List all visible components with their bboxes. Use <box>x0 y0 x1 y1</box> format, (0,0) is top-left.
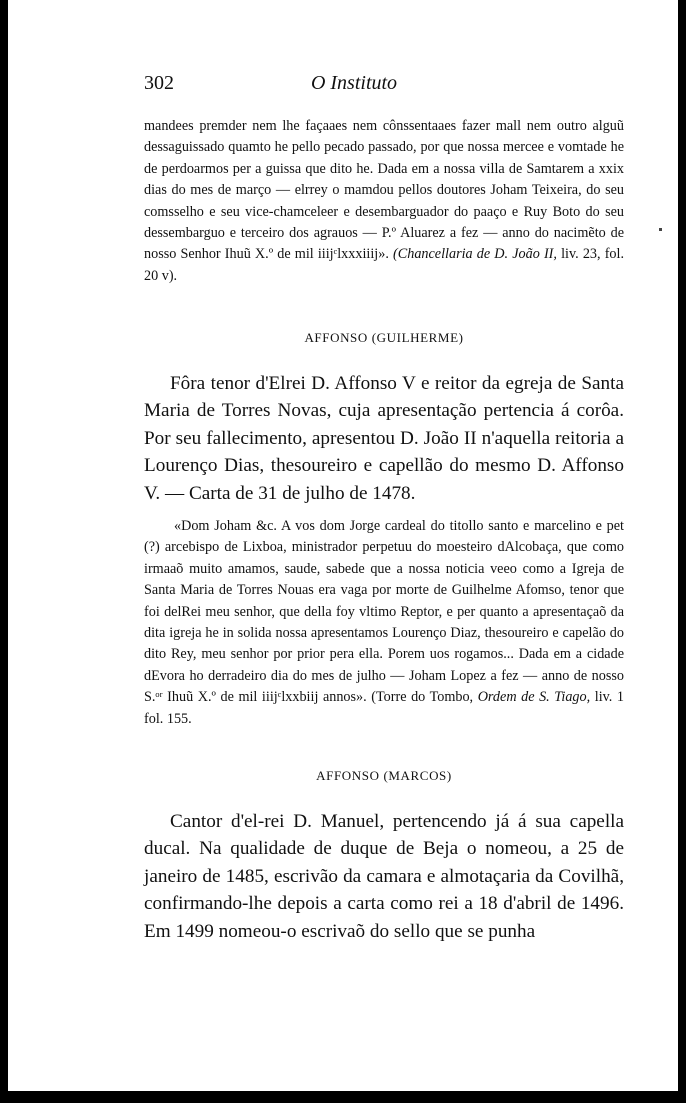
top-fragment-citation: (Chancellaria de D. João II, <box>393 246 557 263</box>
section-heading-affonso-guilherme: AFFONSO (GUILHERME) <box>304 330 464 345</box>
top-fragment-text <box>144 116 624 287</box>
top-fragment-citation-tail: liv. 23, fol. 20 v). <box>144 246 624 284</box>
document-source-title: Ordem de S. Tiago, <box>477 689 591 706</box>
top-fragment-body: mandees premder nem lhe façaaes nem cônssentaaes fazer mall nem outro alguũ dessaguissado quamto he pello pecado passado, por que nossa mercee e vomtade he de perdoarmos per a guissa que dito he. Dada em a nossa villa de Samtarem a xxix dias do mes de março — elrrey o mamdou pellos doutores Joham Teixeira, do seu comsselho e seu vice-chamceleer e desembarguador do paaço e Ruy Boto do seu dessembarguo e terceiro dos agrauos — P.º Aluarez a fez — anno do nacimẽto de nosso Senhor Ihuũ X.º de mil iiijᶜlxxxiiij». <box>144 118 624 263</box>
section-body-affonso-guilherme <box>144 370 624 507</box>
top-fragment <box>144 116 624 287</box>
section-body-text: Fôra tenor d'Elrei D. Affonso V e reitor da egreja de Santa Maria de Torres Novas, cuja apresentação pertencia á corôa. Por seu fallecimento, apresentou D. João II n'aquella reitoria a Lourenço Dias, thesoureiro e capellão do mesmo D. Affonso V. — Carta de 31 de julho de 1478. <box>144 373 624 504</box>
section-heading-affonso-marcos: AFFONSO (MARCOS) <box>316 768 452 783</box>
print-speck <box>659 228 662 231</box>
page-header <box>144 72 564 100</box>
section-body-affonso-marcos <box>144 808 624 945</box>
running-title: O Instituto <box>310 72 398 94</box>
document-text <box>144 516 624 730</box>
document-source-prefix: (Torre do Tombo, <box>371 689 474 706</box>
document-body: «Dom Joham &c. A vos dom Jorge cardeal do titollo santo e marcelino e pet (?) arcebispo de Lixboa, ministrador perpetuu do moesteiro dAlcobaça, que como irmaaõ muito amamos, saude, sabede que a nossa noticia veeo como a Igreja de Santa Maria de Torres Nouas era vaga por morte de Guilhelme Afomso, tenor que foi delRei meu senhor, que della foy vltimo Reptor, e per quanto a apresentaçaõ da dita igreja he in solida nossa apresentamos Lourenço Diaz, thesoureiro e capelão do dito Rey, meu senhor por prior pera ella. Porem uos rogamos... Dada em a cidade dEvora ho derradeiro dia do mes de julho — Joham Lopez a fez — anno de nosso S.ᵒʳ Ihuũ X.º de mil iiijᶜlxxbiij annos». <box>144 518 624 706</box>
document-source-suffix: liv. 1 fol. 155. <box>144 689 625 727</box>
section-body-text: Cantor d'el-rei D. Manuel, pertencendo já á sua capella ducal. Na qualidade de duque de Beja o nomeou, a 25 de janeiro de 1485, escrivão da camara e almotaçaria da Covilhã, confirmando-lhe depois a carta como rei a 18 d'abril de 1496. Em 1499 nomeou-o escrivaõ do sello que se punha <box>144 811 624 942</box>
page-number: 302 <box>144 72 174 94</box>
document-transcription <box>144 516 624 730</box>
